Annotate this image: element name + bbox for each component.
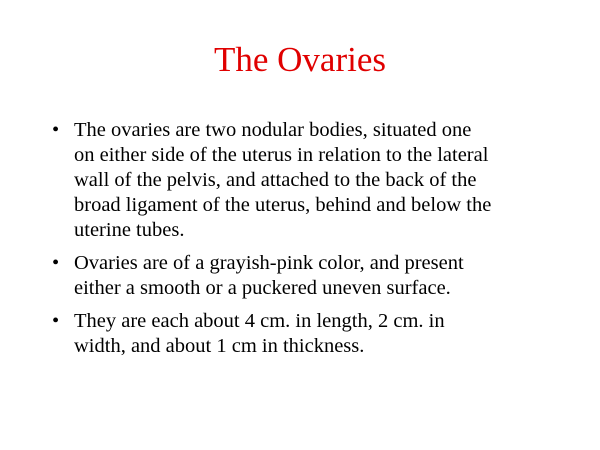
bullet-icon: •	[52, 310, 60, 332]
slide-title: The Ovaries	[213, 40, 386, 79]
bullet-text-line: They are each about 4 cm. in length, 2 cm. in	[74, 310, 445, 332]
bullet-text-line: width, and about 1 cm in thickness.	[74, 335, 365, 357]
bullet-icon: •	[52, 119, 60, 141]
bullet-item	[48, 251, 558, 301]
bullet-text-line: The ovaries are two nodular bodies, situated one	[74, 119, 472, 141]
bullet-icon: •	[52, 252, 60, 274]
bullet-text-line: wall of the pelvis, and attached to the back of the	[74, 169, 477, 191]
bullet-text-line: uterine tubes.	[74, 219, 185, 241]
bullet-text-line: on either side of the uterus in relation to the lateral	[74, 144, 489, 166]
bullet-text-line: broad ligament of the uterus, behind and below the	[74, 194, 492, 216]
bullet-list	[48, 118, 558, 367]
bullet-text-line: either a smooth or a puckered uneven surface.	[74, 277, 451, 299]
bullet-text-line: Ovaries are of a grayish-pink color, and present	[74, 252, 464, 274]
bullet-item	[48, 118, 558, 243]
bullet-item	[48, 309, 558, 359]
